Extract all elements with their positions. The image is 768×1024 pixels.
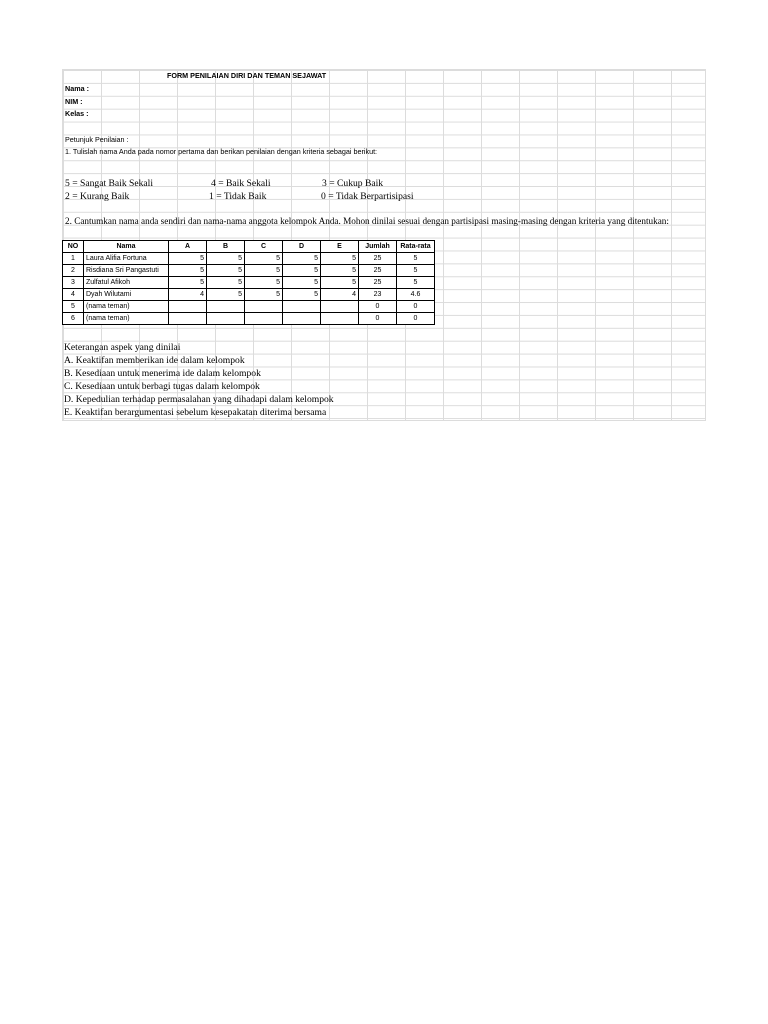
cell-e[interactable]: 5 [321,265,359,277]
cell-c[interactable]: 5 [245,253,283,265]
criteria-5: 5 = Sangat Baik Sekali [65,178,154,189]
criteria-3: 3 = Cukup Baik [322,178,384,189]
aspects-heading: Keterangan aspek yang dinilai [64,342,181,353]
cell-a[interactable]: 5 [169,265,207,277]
cell-d[interactable]: 5 [283,289,321,301]
table-row [63,313,435,325]
cell-d[interactable]: 5 [283,265,321,277]
cell-b[interactable]: 5 [207,265,245,277]
cell-a[interactable] [169,313,207,325]
cell-b[interactable] [207,313,245,325]
cell-no[interactable]: 4 [63,289,84,301]
nama-label: Nama : [65,84,89,93]
kelas-label: Kelas : [65,109,89,118]
cell-b[interactable]: 5 [207,289,245,301]
cell-no[interactable]: 5 [63,301,84,313]
table-row [63,289,435,301]
aspect-e: E. Keaktifan berargumentasi sebelum kesepakatan diterima bersama [64,407,327,418]
cell-b[interactable] [207,301,245,313]
cell-e[interactable] [321,313,359,325]
header-nama: Nama [84,241,169,253]
cell-nama[interactable]: Dyah Wilutami [84,289,169,301]
cell-nama[interactable]: (nama teman) [84,313,169,325]
criteria-0: 0 = Tidak Berpartisipasi [321,191,414,202]
cell-jumlah[interactable]: 25 [359,253,397,265]
cell-jumlah[interactable]: 25 [359,277,397,289]
cell-c[interactable]: 5 [245,265,283,277]
aspect-a: A. Keaktifan memberikan ide dalam kelompok [64,355,245,366]
cell-nama[interactable]: (nama teman) [84,301,169,313]
cell-d[interactable] [283,301,321,313]
header-a: A [169,241,207,253]
cell-e[interactable]: 5 [321,277,359,289]
aspect-c: C. Kesediaan untuk berbagi tugas dalam kelompok [64,381,260,392]
cell-d[interactable]: 5 [283,253,321,265]
cell-rata-rata[interactable]: 0 [397,301,435,313]
cell-c[interactable] [245,313,283,325]
form-title: FORM PENILAIAN DIRI DAN TEMAN SEJAWAT [167,71,327,80]
cell-jumlah[interactable]: 0 [359,313,397,325]
cell-nama[interactable]: Laura Alifia Fortuna [84,253,169,265]
header-jumlah: Jumlah [359,241,397,253]
cell-c[interactable]: 5 [245,277,283,289]
cell-e[interactable]: 5 [321,253,359,265]
header-b: B [207,241,245,253]
cell-b[interactable]: 5 [207,277,245,289]
criteria-2: 2 = Kurang Baik [65,191,130,202]
cell-nama[interactable]: Zulfatul Afikoh [84,277,169,289]
table-header-row [63,241,435,253]
cell-no[interactable]: 1 [63,253,84,265]
instructions-step2: 2. Cantumkan nama anda sendiri dan nama-nama anggota kelompok Anda. Mohon dinilai sesuai dengan partisipasi masing-masing dengan kriteria yang ditentukan: [65,216,669,226]
cell-e[interactable] [321,301,359,313]
cell-rata-rata[interactable]: 5 [397,277,435,289]
header-e: E [321,241,359,253]
header-no: NO [63,241,84,253]
cell-a[interactable]: 5 [169,277,207,289]
cell-jumlah[interactable]: 25 [359,265,397,277]
table-row [63,253,435,265]
aspect-d: D. Kepedulian terhadap permasalahan yang dihadapi dalam kelompok [64,394,334,405]
cell-a[interactable] [169,301,207,313]
cell-no[interactable]: 6 [63,313,84,325]
grading-table [62,240,435,325]
cell-d[interactable]: 5 [283,277,321,289]
cell-b[interactable]: 5 [207,253,245,265]
cell-no[interactable]: 2 [63,265,84,277]
cell-a[interactable]: 4 [169,289,207,301]
header-d: D [283,241,321,253]
table-row [63,265,435,277]
instructions-step1: 1. Tulislah nama Anda pada nomor pertama dan berikan penilaian dengan kriteria sebagai berikut: [65,147,378,156]
table-row [63,301,435,313]
header-rata-rata: Rata-rata [397,241,435,253]
cell-rata-rata[interactable]: 4.6 [397,289,435,301]
cell-no[interactable]: 3 [63,277,84,289]
cell-c[interactable]: 5 [245,289,283,301]
cell-rata-rata[interactable]: 0 [397,313,435,325]
cell-rata-rata[interactable]: 5 [397,265,435,277]
table-row [63,277,435,289]
nim-label: NIM : [65,97,83,106]
cell-a[interactable]: 5 [169,253,207,265]
cell-d[interactable] [283,313,321,325]
cell-jumlah[interactable]: 0 [359,301,397,313]
cell-jumlah[interactable]: 23 [359,289,397,301]
criteria-4: 4 = Baik Sekali [211,178,271,189]
aspect-b: B. Kesediaan untuk menerima ide dalam kelompok [64,368,261,379]
cell-c[interactable] [245,301,283,313]
cell-nama[interactable]: Risdiana Sri Pangastuti [84,265,169,277]
header-c: C [245,241,283,253]
cell-e[interactable]: 4 [321,289,359,301]
cell-rata-rata[interactable]: 5 [397,253,435,265]
criteria-1: 1 = Tidak Baik [209,191,267,202]
instructions-heading: Petunjuk Penilaian : [65,135,129,144]
